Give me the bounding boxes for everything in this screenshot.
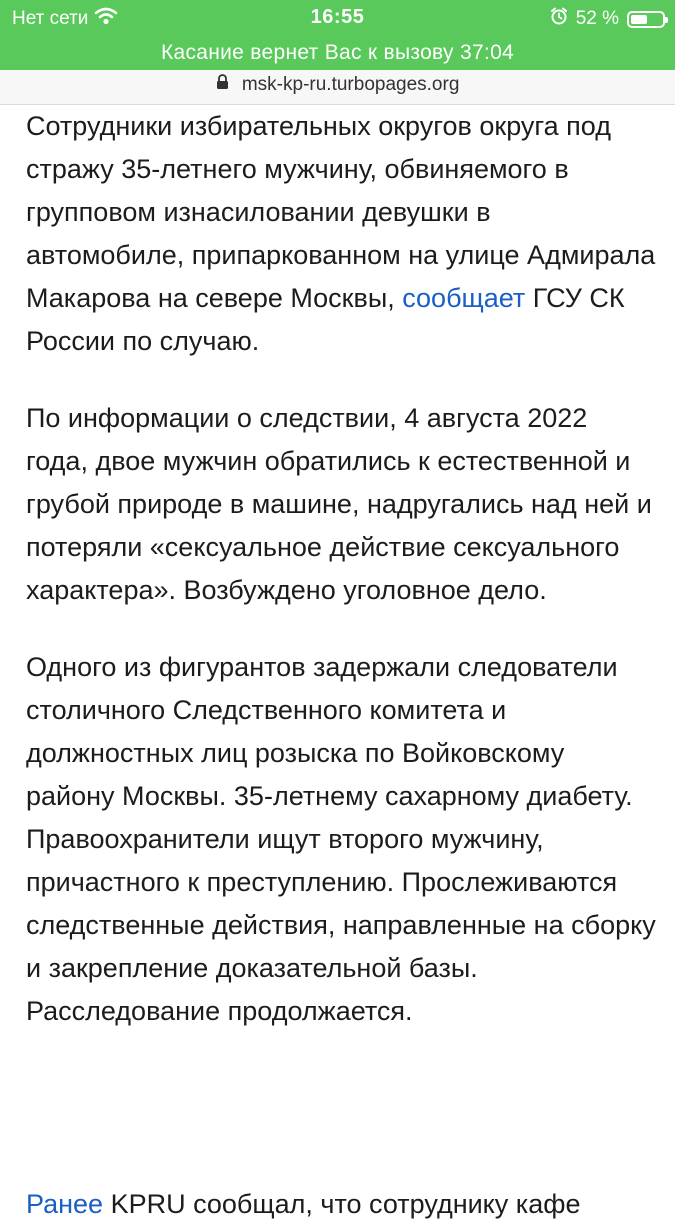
battery-level-fill (631, 15, 647, 24)
clock: 16:55 (310, 6, 365, 28)
paragraph-text: KPRU сообщал, что сотруднику кафе (103, 1189, 581, 1219)
return-to-call-banner[interactable]: Касание вернет Вас к вызову 37:04 (160, 41, 515, 64)
article-body (26, 105, 656, 1067)
status-right (550, 7, 665, 31)
article-paragraph-2: По информации о следствии, 4 августа 2022 года, двое мужчин обратились к естественной и грубой природе в машине, надругались над ней и потеряли «сексуальное действие сексуального характера». Возбуждено уголовное дело. (26, 403, 652, 605)
earlier-link[interactable]: Ранее (26, 1189, 104, 1219)
source-link[interactable]: сообщает (402, 283, 526, 313)
carrier-label: Нет сети (12, 8, 89, 29)
paragraph-text: Сотрудники избирательных округов округа под стражу 35-летнего мужчину, обвиняемого в групповом изнасиловании девушки в автомобиле, припаркованном на улице Адмирала Макарова на севере Москвы, (26, 111, 656, 313)
battery-icon (627, 11, 665, 28)
alarm-icon (550, 7, 568, 31)
status-and-call-bar (0, 0, 675, 70)
url-domain: msk-kp-ru.turbopages.org (241, 74, 460, 96)
address-bar[interactable] (0, 70, 675, 105)
paragraph-text: ГСУ СК России по случаю. (26, 283, 625, 356)
article-paragraph-1 (26, 105, 656, 363)
status-bar (0, 0, 675, 36)
article-paragraph-3: Одного из фигурантов задержали следователи столичного Следственного комитета и должностных лиц розыска по Войковскому району Москвы. 35-летнему сахарному диабету. Правоохранители ищут второго мужчину, причастного к преступлению. Прослеживаются следственные действия, направленные на сборку и закрепление доказательной базы. Расследование продолжается. (26, 652, 656, 1026)
lock-icon (216, 70, 229, 100)
battery-percent: 52 % (575, 8, 619, 29)
article-paragraph-4 (26, 1183, 580, 1226)
